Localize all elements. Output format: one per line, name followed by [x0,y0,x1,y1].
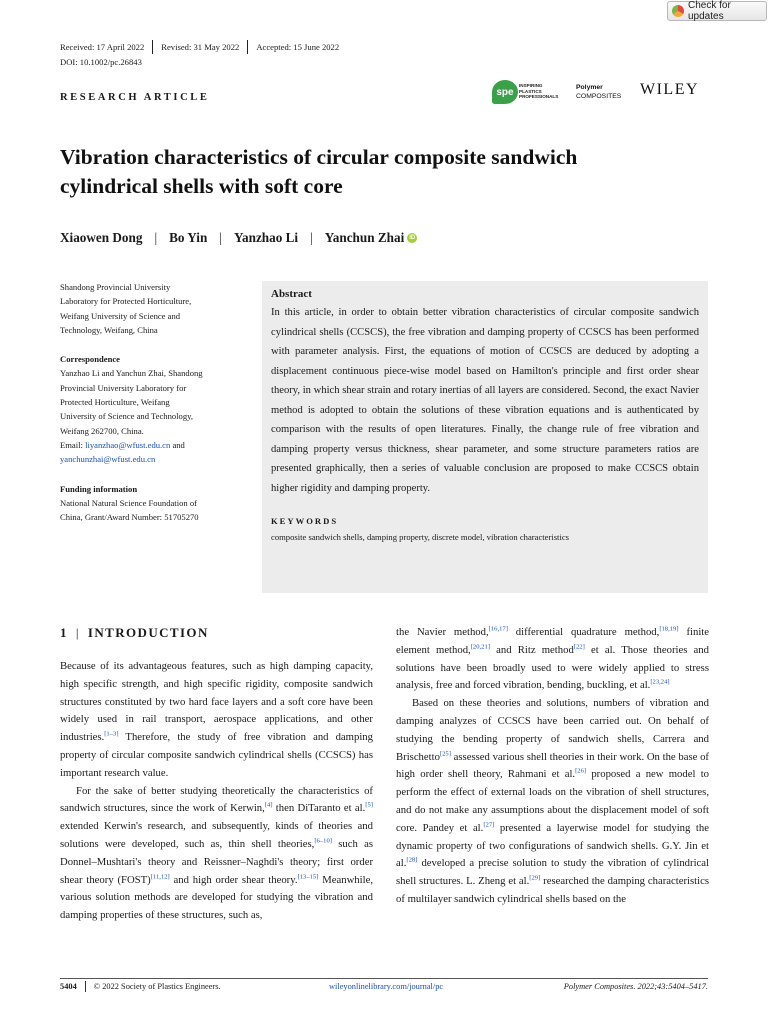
journal-url-link[interactable]: wileyonlinelibrary.com/journal/pc [329,982,444,991]
citation-link[interactable]: [4] [264,801,273,809]
keywords-heading: KEYWORDS [271,516,339,526]
orcid-icon[interactable]: iD [409,235,416,241]
citation-link[interactable]: [16,17] [488,625,508,633]
author[interactable]: Xiaowen Dong [60,230,143,245]
correspondence-heading: Correspondence [60,354,120,365]
footer-divider [85,981,86,992]
citation-link[interactable]: [1–3] [104,730,119,738]
affiliation: Shandong Provincial University Laboratory for Protected Horticulture, Weifang University of Science and Technology, Weifang, China [60,282,192,335]
funding-text: National Natural Science Foundation of China, Grant/Award Number: 51705270 [60,497,199,523]
spe-tagline: INSPIRING PLASTICS PROFESSIONALS [519,83,559,100]
page-footer [60,981,708,992]
author[interactable]: Yanzhao Li [233,230,299,245]
citation-link[interactable]: [5] [365,801,373,809]
citation-link[interactable]: [18,19] [659,625,679,633]
correspondence-text: Yanzhao Li and Yanchun Zhai, Shandong Provincial University Laboratory for Protected Horticulture, Weifang University of Science and Technology, Weifang 262700, China. Email: liyanzhao@wfust.edu.cn and yanchunzhai@wfust.edu.cn [60,368,203,465]
check-for-updates-label: Check for updates [688,0,731,22]
citation-link[interactable]: [25] [439,750,451,758]
citation-link[interactable]: [29] [529,874,541,882]
citation-link[interactable]: [23,24] [650,678,670,686]
check-for-updates-button[interactable] [667,1,767,21]
paragraph: For the sake of better studying theoretically the characteristics of sandwich structures, since the work of Kerwin,[4] then DiTaranto et al.[5] extended Kerwin's research, and subsequently, kinds of theories and solutions were developed, such as, thin shell theories,[6–10] such as Donnel–Mushtari's theory and Reissner–Naghdi's theory; first order shear theory (FOST)[11,12] and high order shear theory.[13–15] Meanwhile, various solution methods are developed for studying the vibration and damping properties of these structures, such as, [60,784,373,922]
doi: DOI: 10.1002/pc.26843 [60,57,142,67]
journal-logos [492,80,712,106]
paragraph: Based on these theories and solutions, numbers of vibration and damping analyzes of CCSCS have been carried out. On behalf of studying the bending property of sandwich shells, Carrera and Brischetto[25] assessed various shell theories in their work. On the base of high order shell theory, Rahmani et al.[26] proposed a new model to perform the effect of external loads on the vibration of shell structures, and do not make any assumptions about the displacement model of soft core. Pandey et al.[27] presented a layerwise model for studying the dynamic property of two configurations of sandwich shells. G.Y. Jin et al.[28] developed a precise solution to study the vibration of cylindrical shell structures. L. Zheng et al.[29] researched the damping characteristics of multilayer sandwich cylindrical shells based on the [396,697,710,905]
spe-logo-icon: spe [492,80,518,104]
accepted-date: Accepted: 15 June 2022 [256,42,340,52]
author[interactable]: Bo Yin [169,230,208,245]
author-list: Xiaowen Dong | Bo Yin | Yanzhao Li | Yanchun Zhai iD [60,230,416,245]
citation-link[interactable]: [6–10] [314,837,332,845]
body-column-right [396,624,709,909]
author[interactable]: Yanchun Zhai [324,230,405,245]
section-heading: 1 | INTRODUCTION [60,625,209,640]
revised-date: Revised: 31 May 2022 [161,42,240,52]
body-column-left [60,624,373,925]
abstract-heading: Abstract [271,288,312,300]
article-info-sidebar [60,280,250,524]
citation-link[interactable]: [26] [575,767,587,775]
footer-divider [60,978,708,979]
abstract-box [262,281,708,593]
date-divider [152,40,153,54]
email-link[interactable]: yanchunzhai@wfust.edu.cn [60,454,156,465]
funding-heading: Funding information [60,483,138,494]
abstract-text: In this article, in order to obtain better vibration characteristics of circular composite sandwich cylindrical shells (CCSCS), the free vibration and damping property of CCSCS has been performed with parameter analysis. First, the equations of motion of CCSCS are deduced by adopting a displacement continuous piece-wise model based on Hamilton's principle and first order shear theory, in which shear strain and rotary inertias of all layers are considered. Second, the exact Navier method is adopted to obtain the solutions of these vibration equations and is authenticated by comparison with the results of open literatures. Finally, the change rule of free vibration and damping property versus thickness, shear parameter, and some structure parameters ratios are presented graphically, then a series of valuable conclusion are proposed to make CCSCS obtain higher rigidity and damping property. [271,307,699,494]
journal-logo: Polymer COMPOSITES [576,84,622,100]
publisher-logo: WILEY [640,81,700,98]
citation-link[interactable]: [22] [573,643,585,651]
received-date: Received: 17 April 2022 [60,42,145,52]
article-dates [60,40,339,54]
page-number: 5404 [60,982,77,991]
citation-link[interactable]: [27] [483,821,495,829]
journal-citation: Polymer Composites. 2022;43:5404–5417. [563,982,708,991]
date-divider [247,40,248,54]
citation-link[interactable]: [20,21] [470,643,490,651]
article-type: RESEARCH ARTICLE [60,92,210,103]
crossmark-icon [672,5,684,17]
citation-link[interactable]: [28] [406,856,418,864]
keywords-text: composite sandwich shells, damping property, discrete model, vibration characteristics [271,532,569,542]
email-link[interactable]: liyanzhao@wfust.edu.cn [85,439,171,450]
citation-link[interactable]: [13–15] [297,873,319,880]
paragraph: the Navier method,[16,17] differential quadrature method,[18,19] finite element method,[20,21] and Ritz method[22] et al. Those theories and solutions have been broadly used to were widely applied to stress analysis, free and forced vibration, bending, buckling, et al.[23,24] [396,625,709,692]
copyright: © 2022 Society of Plastics Engineers. [93,982,221,991]
citation-link[interactable]: [11,12] [150,873,170,880]
article-title: Vibration characteristics of circular composite sandwich cylindrical shells with soft core [60,145,578,198]
paragraph: Because of its advantageous features, such as high damping capacity, high specific strength, and high specific rigidity, composite sandwich structures constituted by two hard face layers and a soft core have been widely used in rail transport, aerospace applications, and other industries.[1–3] Therefore, the study of free vibration and damping property of circular composite sandwich cylindrical shells (CCSCS) has important research value. [60,660,373,779]
